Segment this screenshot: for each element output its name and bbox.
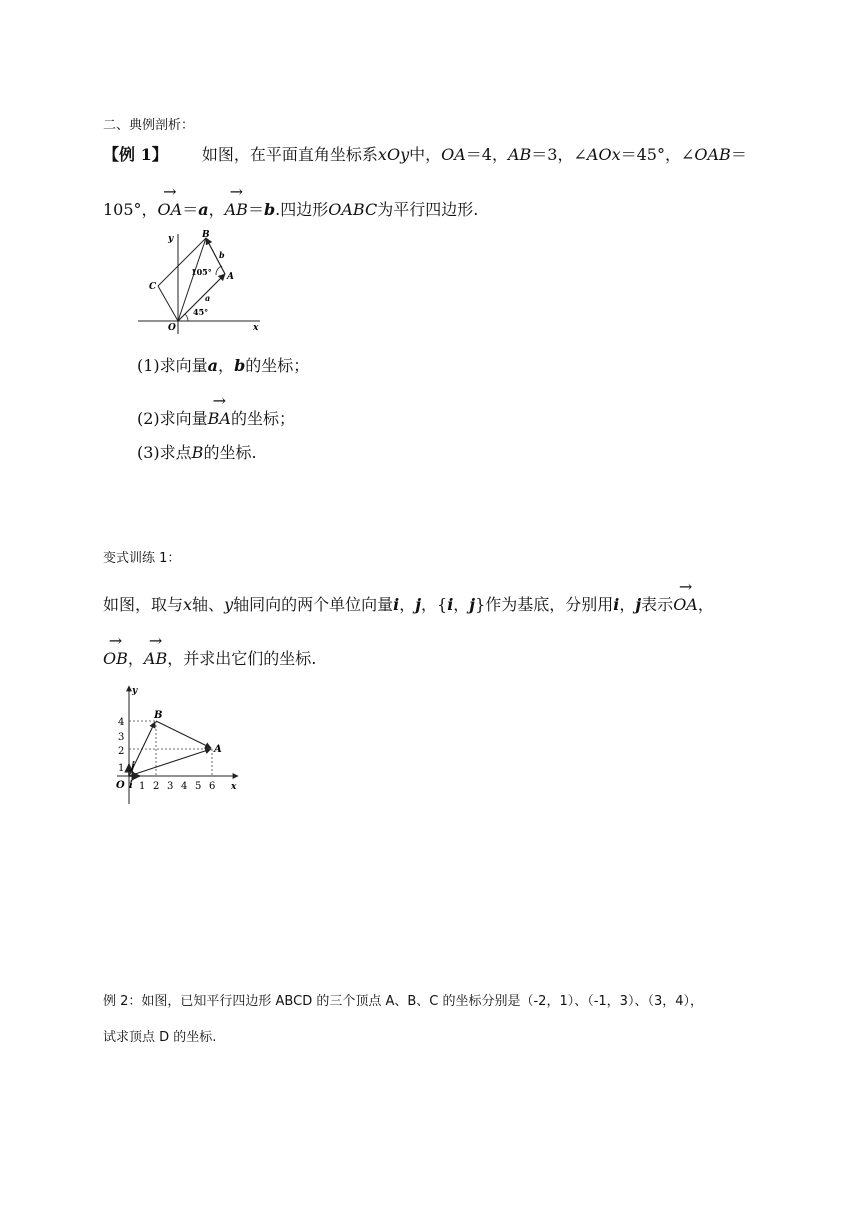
example1-figure: [138, 224, 268, 336]
fig1-angle-45: 45°: [193, 307, 209, 317]
y-tick: 3: [118, 732, 125, 743]
example2-line2: 试求顶点 D 的坐标.: [103, 1030, 217, 1045]
section-heading: 二、典例剖析：: [103, 118, 195, 133]
variant1-heading: 变式训练 1：: [103, 551, 181, 566]
fig1-c-label: C: [149, 282, 157, 292]
vector-ob: → OB: [103, 649, 128, 668]
vector-oa: → OA: [158, 200, 183, 219]
fig1-x-label: x: [253, 323, 259, 333]
y-tick: 1: [118, 763, 125, 774]
vector-oa-2: → OA: [673, 595, 698, 614]
fig2-y-label: y: [132, 686, 138, 696]
angle-45-arc: [185, 314, 188, 321]
y-tick: 4: [118, 717, 125, 728]
fig2-b-label: B: [154, 710, 163, 721]
fig2-x-label: x: [231, 782, 237, 792]
fig2-i-label: i: [129, 780, 133, 791]
fig1-y-label: y: [168, 234, 174, 244]
variant1-line1: 如图，取与x轴、y轴同向的两个单位向量i，j，{i，j}作为基底，分别用i，j表示→ OA，: [103, 592, 714, 615]
vector-ab-2: → AB: [144, 649, 167, 668]
fig2-a-label: A: [214, 744, 222, 755]
example2-line1: 例 2：如图，已知平行四边形 ABCD 的三个顶点 A、B、C 的坐标分别是（-2，1）、（-1，3）、（3，4），: [103, 994, 703, 1009]
fig1-o-label: O: [168, 323, 176, 333]
side-oc: [158, 286, 178, 321]
vector-ab: → AB: [225, 200, 248, 219]
x-tick: 2: [153, 781, 160, 792]
x-tick: 4: [181, 781, 188, 792]
variant1-line2: → OB，→ AB，并求出它们的坐标.: [103, 646, 316, 669]
fig1-a-label: A: [227, 272, 234, 282]
example1-line2: 105°，→ OA＝a，→ AB＝b.四边形OABC为平行四边形.: [103, 197, 478, 220]
example1-question1: (1)求向量a，b的坐标；: [137, 356, 310, 375]
example1-line1: 【例 1】 如图，在平面直角坐标系xOy中，OA＝4，AB＝3，∠AOx＝45°，∠OAB＝: [103, 145, 747, 164]
fig1-vec-a-label: a: [205, 293, 211, 303]
fig1-angle-105: 105°: [191, 267, 212, 277]
x-tick: 5: [195, 781, 202, 792]
example1-label: 【例 1】: [103, 145, 168, 164]
vector-oa-line: [129, 749, 211, 776]
example1-question2: (2)求向量→ BA的坐标；: [137, 406, 295, 429]
vector-ab-line: [156, 721, 211, 748]
variant1-figure: [112, 682, 247, 807]
fig1-vec-b-label: b: [219, 250, 225, 260]
x-tick: 6: [209, 781, 216, 792]
x-tick: 3: [167, 781, 174, 792]
fig1-b-label: B: [202, 230, 210, 240]
vector-ba: → BA: [208, 409, 231, 428]
side-cb: [158, 238, 206, 286]
example1-question3: (3)求点B的坐标.: [137, 443, 257, 462]
fig2-o-label: O: [116, 780, 125, 791]
y-tick: 2: [118, 746, 125, 757]
fig2-j-label: j: [131, 761, 135, 772]
x-tick: 1: [139, 781, 146, 792]
